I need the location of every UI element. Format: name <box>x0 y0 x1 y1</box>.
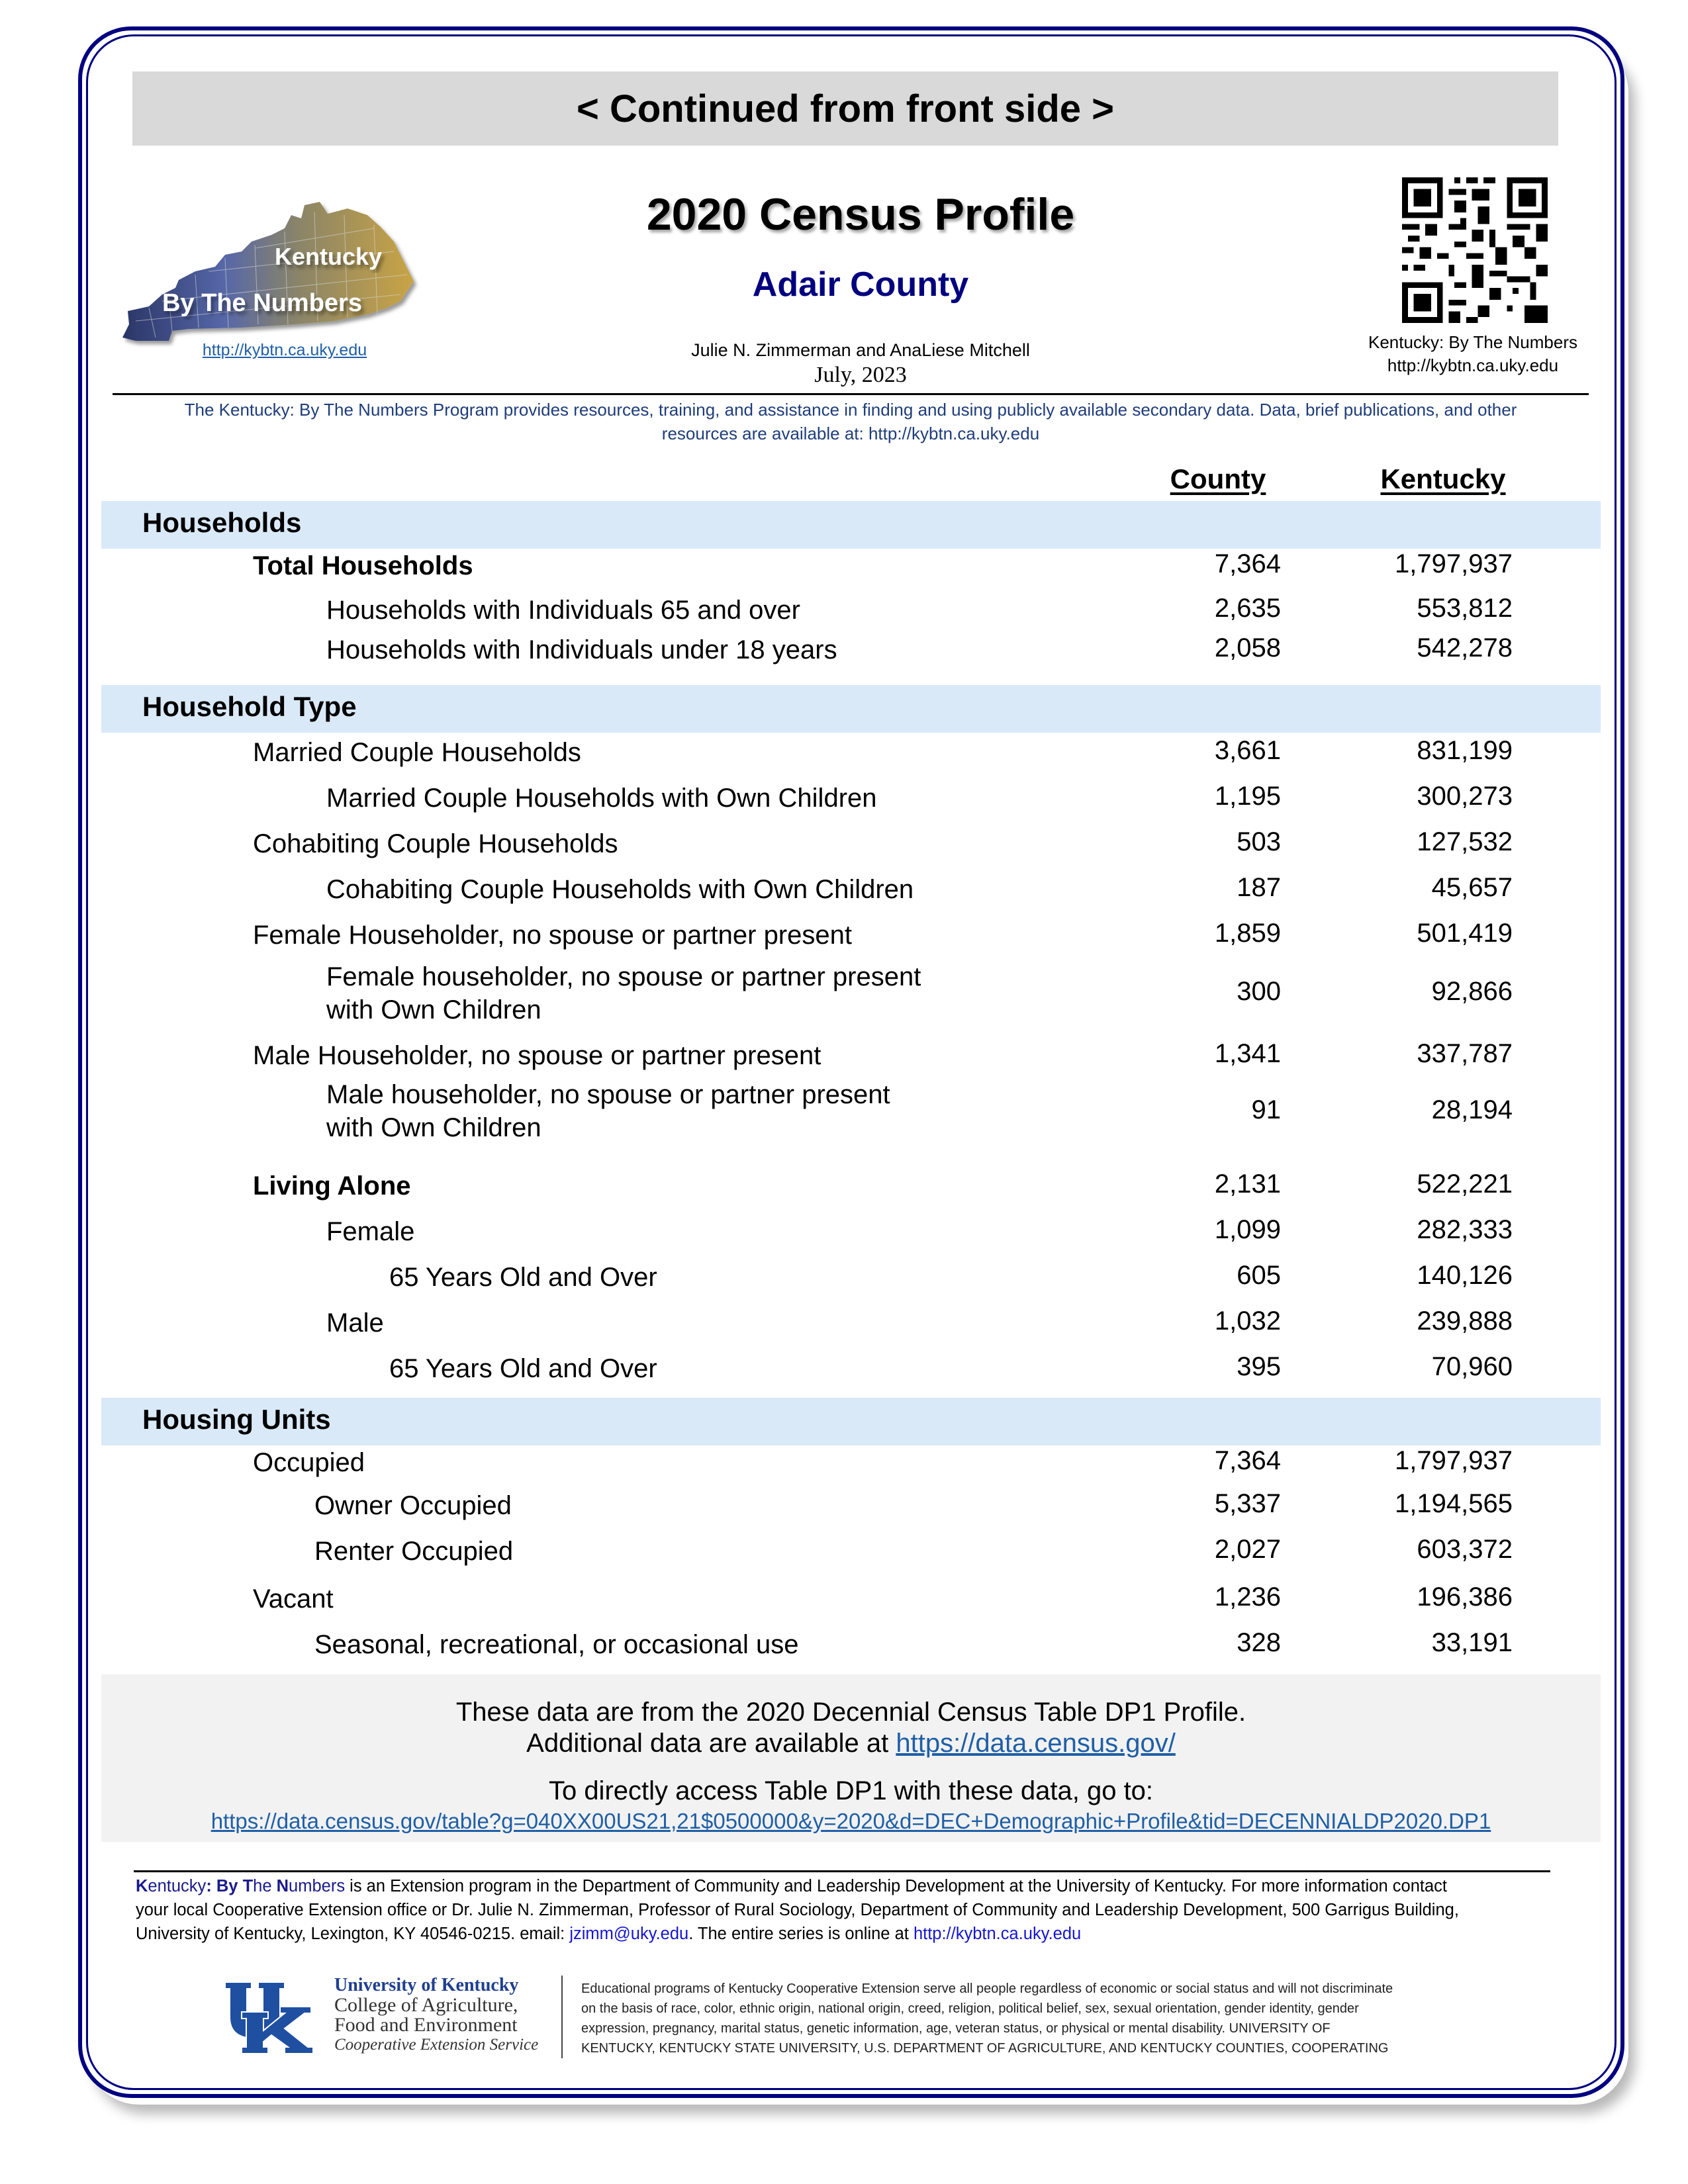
row-county-value: 1,032 <box>1214 1306 1281 1336</box>
row-county-value: 187 <box>1237 873 1281 902</box>
row-label: Married Couple Households with Own Children <box>326 784 877 813</box>
program-intro <box>132 398 1569 445</box>
row-kentucky-value: 92,866 <box>1431 977 1513 1006</box>
section-title: Household Type <box>142 691 357 722</box>
row-kentucky-value: 337,787 <box>1417 1039 1513 1068</box>
source-note-line2 <box>101 1729 1601 1758</box>
column-header-county: County <box>1170 463 1266 494</box>
row-county-value: 2,635 <box>1214 594 1281 623</box>
email-link[interactable]: jzimm@uky.edu <box>569 1925 689 1943</box>
row-kentucky-value: 542,278 <box>1417 633 1513 662</box>
footer-vertical-divider <box>561 1976 563 2058</box>
row-label: Seasonal, recreational, or occasional use <box>314 1630 799 1659</box>
row-label: Vacant <box>253 1584 334 1614</box>
eeo-statement: Educational programs of Kentucky Cooperative Extension serve all people regardless of economic or social status and will not discriminate on the basis of race, color, ethnic origin, national origin, creed, religion, political belief, sex, sexual orientation, gender identity, gender expression, pregnancy, marital status, genetic information, age, veteran status, or physical or mental disability. UNIVERSITY OF KENTUCKY, KENTUCKY STATE UNIVERSITY, U.S. DEPARTMENT OF AGRICULTURE, AND KENTUCKY COUNTIES, COOPERATING <box>581 1981 1393 2056</box>
continued-banner <box>132 71 1558 146</box>
section-households <box>101 501 1601 549</box>
series-site-link[interactable]: http://kybtn.ca.uky.edu <box>913 1925 1082 1943</box>
row-county-value: 2,131 <box>1214 1169 1281 1199</box>
source-note-line3: To directly access Table DP1 with these data, go to: <box>548 1776 1154 1805</box>
footer-program-text: Kentucky: By The Numbers is an Extension program in the Department of Community and Leadership Development at the University of Kentucky. For more information contact your local Cooperative Extension office or Dr. Julie N. Zimmerman, Professor of Rural Sociology, Department of Community and Leadership Development, 500 Garrigus Building, University of Kentucky, Lexington, KY 40546-0215. email: jzimm@uky.edu. The entire series is online at http://kybtn.ca.uky.edu <box>136 1874 1559 1946</box>
row-county-value: 1,859 <box>1214 919 1281 948</box>
row-county-value: 328 <box>1237 1628 1281 1657</box>
row-kentucky-value: 140,126 <box>1417 1261 1513 1290</box>
svg-text:Kentucky: Kentucky <box>275 243 383 270</box>
uk-logo-icon <box>222 1979 321 2055</box>
row-label-continued: with Own Children <box>326 1113 541 1142</box>
row-kentucky-value: 522,221 <box>1417 1169 1513 1199</box>
row-label: Male householder, no spouse or partner present <box>326 1080 890 1109</box>
qr-caption-url: http://kybtn.ca.uky.edu <box>1387 355 1559 375</box>
row-kentucky-value: 501,419 <box>1417 919 1513 948</box>
source-note-prefix: Additional data are available at <box>526 1729 896 1758</box>
row-kentucky-value: 196,386 <box>1417 1582 1513 1612</box>
row-kentucky-value: 239,888 <box>1417 1306 1513 1336</box>
row-label: Living Alone <box>253 1171 411 1201</box>
section-title: Housing Units <box>142 1404 331 1435</box>
uk-cafe-wordmark <box>334 1976 538 2055</box>
row-label: Total Households <box>253 551 473 580</box>
footer-text-line3: University of Kentucky, Lexington, KY 40546-0215. email: <box>136 1925 570 1943</box>
row-label-continued: with Own Children <box>326 995 541 1024</box>
row-kentucky-value: 70,960 <box>1431 1352 1513 1381</box>
row-county-value: 2,058 <box>1214 633 1281 662</box>
row-kentucky-value: 28,194 <box>1431 1095 1513 1124</box>
row-kentucky-value: 33,191 <box>1431 1628 1513 1657</box>
row-county-value: 7,364 <box>1214 549 1281 578</box>
uk-name: University of Kentucky <box>334 1975 519 1995</box>
source-note-line4 <box>101 1809 1601 1834</box>
page-title: 2020 Census Profile <box>646 189 1075 240</box>
row-label: Renter Occupied <box>314 1537 514 1566</box>
row-kentucky-value: 831,199 <box>1417 736 1513 765</box>
table-dp1-link[interactable]: https://data.census.gov/table?g=040XX00US21,21$0500000&y=2020&d=DEC+Demographic+Profile&tid=DECENNIALDP2020.DP1 <box>211 1809 1491 1833</box>
section-title: Households <box>142 507 302 538</box>
row-county-value: 605 <box>1237 1261 1281 1290</box>
continued-banner-text: < Continued from front side > <box>576 87 1115 130</box>
row-kentucky-value: 603,372 <box>1417 1535 1513 1564</box>
row-county-value: 91 <box>1251 1095 1281 1124</box>
county-title: Adair County <box>752 265 969 304</box>
row-label: Owner Occupied <box>314 1491 512 1520</box>
row-label: 65 Years Old and Over <box>389 1263 657 1292</box>
row-label: 65 Years Old and Over <box>389 1354 657 1383</box>
row-kentucky-value: 282,333 <box>1417 1215 1513 1244</box>
row-county-value: 1,195 <box>1214 782 1281 811</box>
row-county-value: 2,027 <box>1214 1535 1281 1564</box>
row-county-value: 1,341 <box>1214 1039 1281 1068</box>
column-header-kentucky: Kentucky <box>1380 463 1506 494</box>
source-note-line1: These data are from the 2020 Decennial Census Table DP1 Profile. <box>455 1698 1246 1727</box>
row-label: Households with Individuals 65 and over <box>326 596 800 625</box>
publication-date: July, 2023 <box>814 363 907 387</box>
uk-college-line1: College of Agriculture, <box>334 1994 518 2016</box>
row-kentucky-value: 1,797,937 <box>1395 1446 1513 1475</box>
row-label: Married Couple Households <box>253 738 581 767</box>
uk-extension-service: Cooperative Extension Service <box>334 2036 539 2054</box>
row-county-value: 5,337 <box>1214 1489 1281 1518</box>
program-intro-line2: resources are available at: http://kybtn.ca.uky.edu <box>661 424 1040 443</box>
program-name: Kentucky: By The Numbers <box>136 1877 346 1895</box>
row-county-value: 3,661 <box>1214 736 1281 765</box>
authors: Julie N. Zimmerman and AnaLiese Mitchell <box>691 340 1030 360</box>
row-label: Female <box>326 1217 415 1246</box>
row-county-value: 395 <box>1237 1352 1281 1381</box>
kybtn-logo <box>109 189 447 347</box>
row-label: Female Householder, no spouse or partner present <box>253 921 852 950</box>
header-divider <box>113 393 1589 395</box>
row-kentucky-value: 553,812 <box>1417 594 1513 623</box>
logo-url-link[interactable]: http://kybtn.ca.uky.edu <box>202 341 367 359</box>
row-label: Cohabiting Couple Households with Own Children <box>326 875 914 904</box>
row-kentucky-value: 300,273 <box>1417 782 1513 811</box>
footer-text-line1: is an Extension program in the Department of Community and Leadership Development at the University of Kentucky. For more information contact <box>345 1877 1447 1895</box>
row-label: Male <box>326 1308 384 1338</box>
row-county-value: 1,099 <box>1214 1215 1281 1244</box>
footer-divider <box>134 1870 1550 1872</box>
row-kentucky-value: 1,797,937 <box>1395 549 1513 578</box>
row-county-value: 503 <box>1237 827 1281 856</box>
svg-text:By The Numbers: By The Numbers <box>162 289 362 317</box>
census-data-link[interactable]: https://data.census.gov/ <box>896 1729 1176 1758</box>
program-intro-line1: The Kentucky: By The Numbers Program provides resources, training, and assistance in finding and using publicly available secondary data. Data, brief publications, and other <box>184 400 1517 420</box>
qr-caption-title: Kentucky: By The Numbers <box>1368 332 1577 352</box>
row-label: Cohabiting Couple Households <box>253 829 618 858</box>
row-label: Occupied <box>253 1448 365 1477</box>
row-kentucky-value: 127,532 <box>1417 827 1513 856</box>
row-label: Households with Individuals under 18 years <box>326 635 837 664</box>
uk-college-line2: Food and Environment <box>334 2014 518 2036</box>
row-county-value: 7,364 <box>1214 1446 1281 1475</box>
row-county-value: 300 <box>1237 977 1281 1006</box>
row-county-value: 1,236 <box>1214 1582 1281 1612</box>
qr-caption <box>1337 331 1609 377</box>
qr-code-icon[interactable] <box>1402 177 1548 323</box>
footer-text-line2: your local Cooperative Extension office or Dr. Julie N. Zimmerman, Professor of Rural Sociology, Department of Community and Leadership Development, 500 Garrigus Building, <box>136 1901 1459 1919</box>
row-label: Female householder, no spouse or partner present <box>326 962 921 991</box>
row-kentucky-value: 1,194,565 <box>1395 1489 1513 1518</box>
row-kentucky-value: 45,657 <box>1431 873 1513 902</box>
row-label: Male Householder, no spouse or partner present <box>253 1041 821 1070</box>
